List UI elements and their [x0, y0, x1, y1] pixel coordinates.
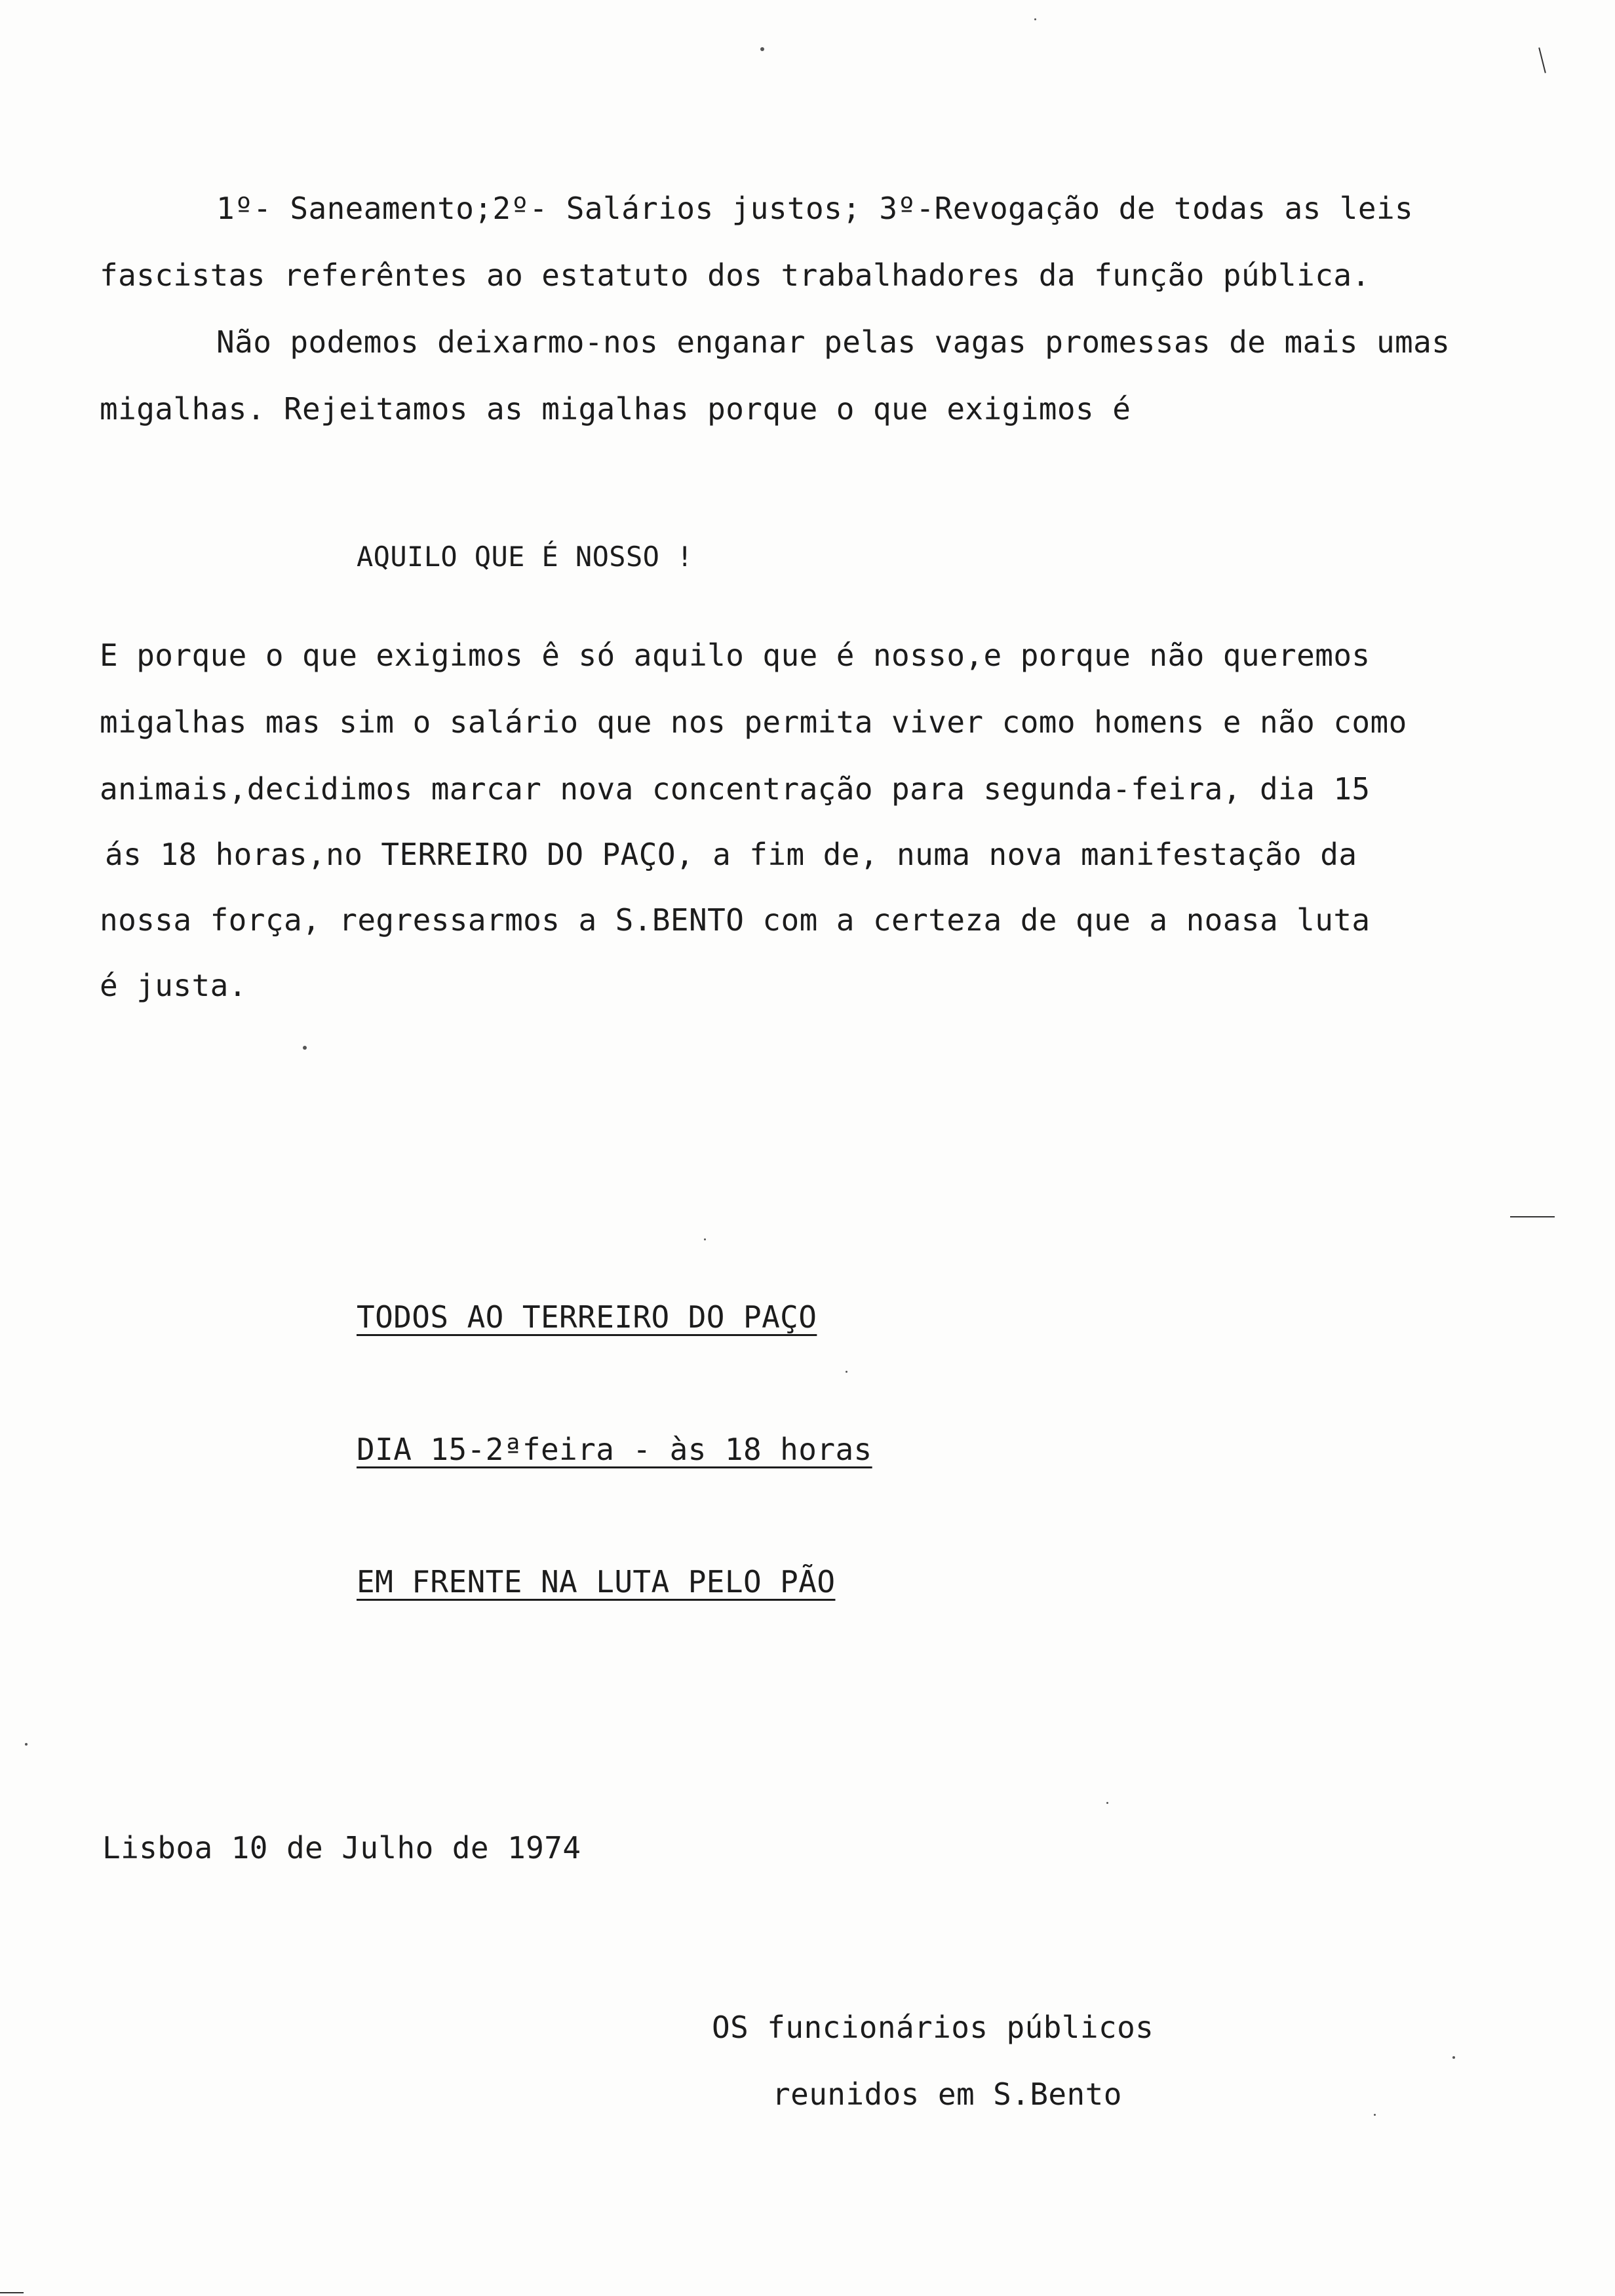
scan-speck	[25, 1743, 28, 1746]
paragraph-3-line-6: é justa.	[100, 968, 247, 1003]
paragraph-3-line-5: nossa força, regressarmos a S.BENTO com a certeza de que a noasa luta	[100, 902, 1371, 938]
date-line: Lisboa 10 de Julho de 1974	[102, 1830, 581, 1866]
scan-speck	[1374, 2114, 1376, 2116]
scan-speck	[1452, 2056, 1455, 2059]
paragraph-3-line-3: animais,decidimos marcar nova concentração para segunda-feira, dia 15	[100, 771, 1371, 807]
callout-dia-15: DIA 15-2ªfeira - às 18 horas	[357, 1432, 872, 1467]
scan-mark	[1538, 47, 1546, 73]
paragraph-2-line-1: Não podemos deixarmo-nos enganar pelas vagas promessas de mais umas	[216, 324, 1450, 360]
scan-speck	[1106, 1802, 1108, 1804]
paragraph-3-line-2: migalhas mas sim o salário que nos permita viver como homens e não como	[100, 704, 1407, 740]
scan-speck	[760, 47, 764, 51]
callout-todos-ao-terreiro: TODOS AO TERREIRO DO PAÇO	[357, 1299, 817, 1335]
paragraph-1-line-1: 1º- Saneamento;2º- Salários justos; 3º-Revogação de todas as leis	[216, 191, 1414, 226]
paragraph-3-line-1: E porque o que exigimos ê só aquilo que é nosso,e porque não queremos	[100, 638, 1371, 673]
signature-line-2: reunidos em S.Bento	[772, 2076, 1122, 2112]
callout-em-frente: EM FRENTE NA LUTA PELO PÃO	[357, 1564, 836, 1599]
scan-speck	[846, 1371, 847, 1373]
signature-line-1: OS funcionários públicos	[712, 2010, 1154, 2045]
scan-mark	[0, 2292, 24, 2293]
scan-mark	[1510, 1216, 1555, 1217]
slogan: AQUILO QUE É NOSSO !	[357, 541, 693, 573]
paragraph-3-line-4: ás 18 horas,no TERREIRO DO PAÇO, a fim de, numa nova manifestação da	[105, 837, 1357, 872]
paragraph-1-line-2: fascistas referêntes ao estatuto dos trabalhadores da função pública.	[100, 258, 1371, 293]
scan-speck	[1034, 18, 1036, 20]
scan-speck	[303, 1046, 307, 1050]
scan-speck	[704, 1238, 706, 1240]
paragraph-2-line-2: migalhas. Rejeitamos as migalhas porque o que exigimos é	[100, 391, 1131, 427]
